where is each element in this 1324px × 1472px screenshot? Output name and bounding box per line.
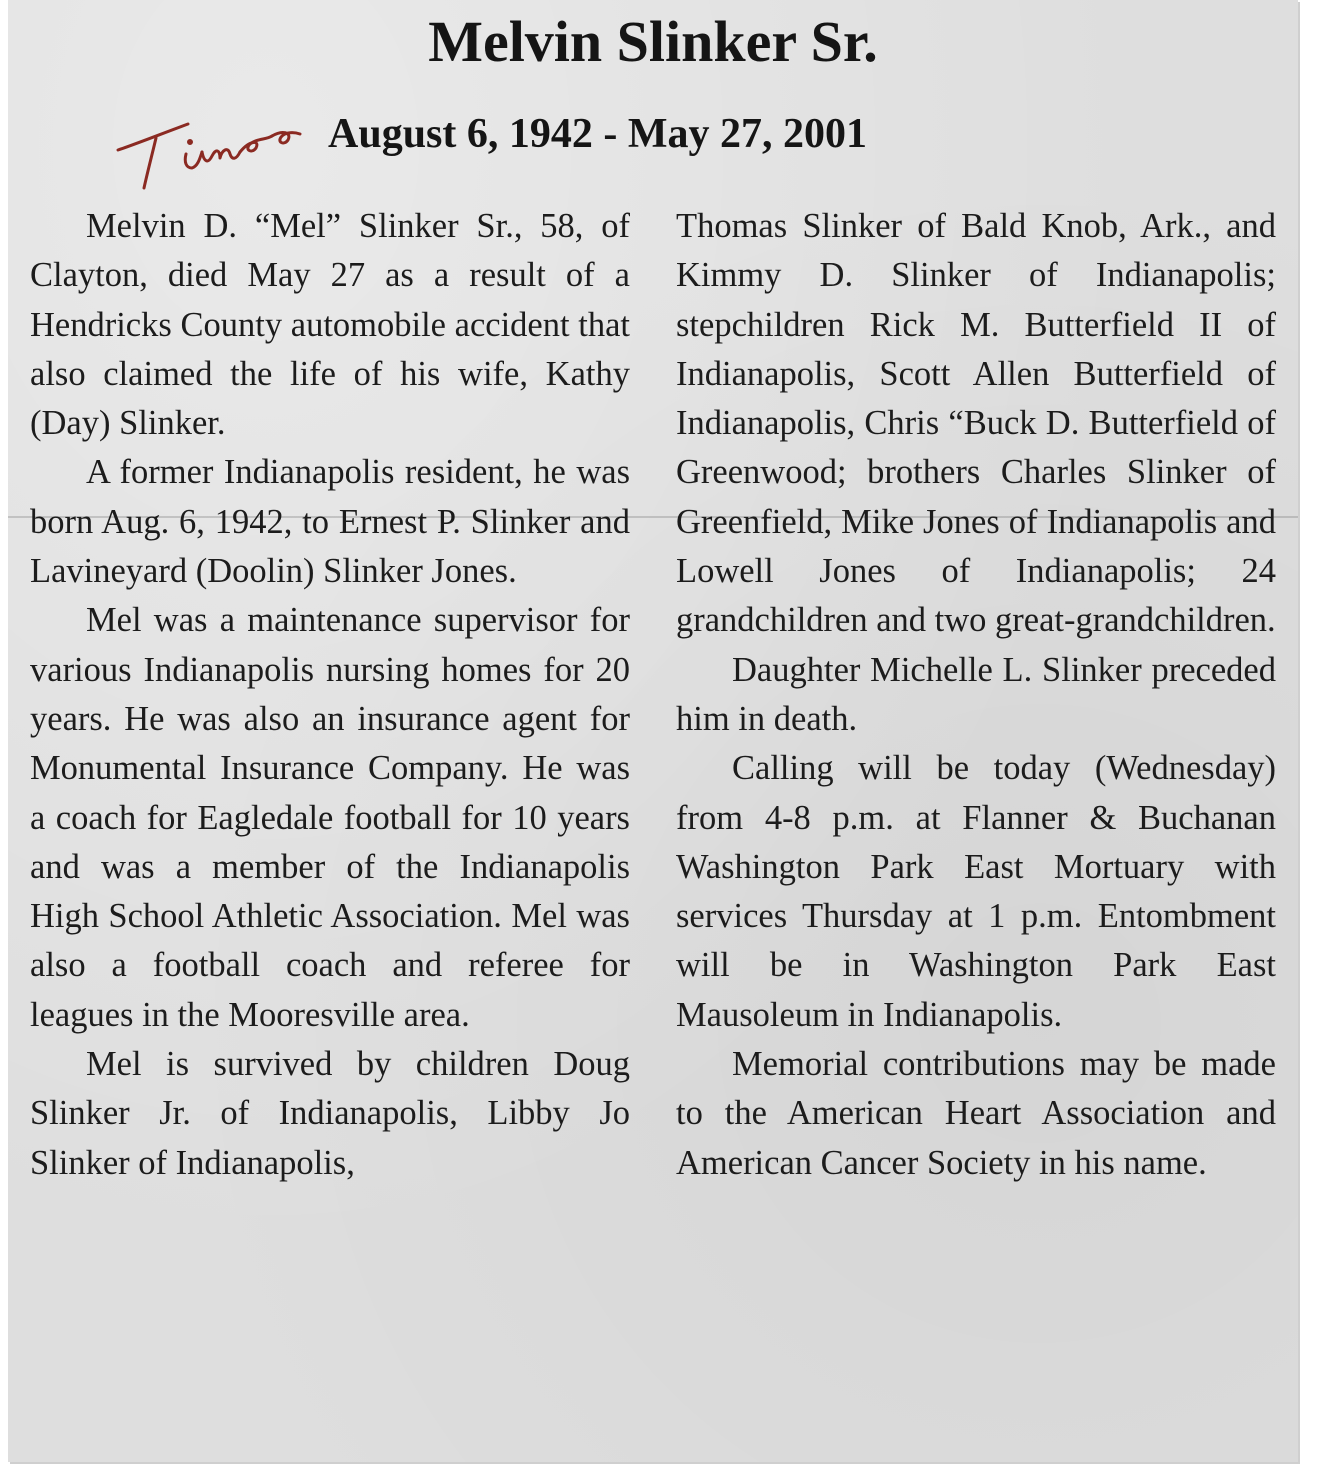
obituary-headline: Melvin Slinker Sr. [428,9,878,74]
paragraph-death-notice: Melvin D. “Mel” Slinker Sr., 58, of Clayton, died May 27 as a result of a Hendricks County automobile accident that also claimed the life of his wife, Kathy (Day) Slinker. [30,207,630,443]
paragraph-birth: A former Indianapolis resident, he was born Aug. 6, 1942, to Ernest P. Slinker and Lavineyard (Doolin) Slinker Jones. [30,453,630,591]
paragraph-services: Calling will be today (Wednesday) from 4-8 p.m. at Flanner & Buchanan Washington Park East Mortuary with services Thursday at 1 p.m. Entombment will be in Washington Park East Mausoleum in Indianapolis. [676,749,1276,1034]
paragraph-survivors-continued: Thomas Slinker of Bald Knob, Ark., and Kimmy D. Slinker of Indianapolis; stepchildren Rick M. Butterfield II of Indianapolis, Scott Allen Butterfield of Indianapolis, Chris “Buck D. Butterfield of Greenwood; brothers Charles Slinker of Greenfield, Mike Jones of Indianapolis and Lowell Jones of Indianapolis; 24 grandchildren and two great-grandchildren. [676,207,1276,640]
obituary-dates: August 6, 1942 - May 27, 2001 [328,111,868,157]
newspaper-clipping [8,0,1298,1462]
right-column [676,202,1276,1188]
paragraph-memorials: Memorial contributions may be made to the American Heart Association and American Cancer Society in his name. [676,1045,1276,1182]
paragraph-career: Mel was a maintenance supervisor for various Indianapolis nursing homes for 20 years. He was also an insurance agent for Monumental Insurance Company. He was a coach for Eagledale football for 10 years and was a member of the Indianapolis High School Athletic Association. Mel was also a football coach and referee for leagues in the Mooresville area. [30,601,630,1034]
paragraph-survivors-start: Mel is survived by children Doug Slinker Jr. of Indianapolis, Libby Jo Slinker of Indianapolis, [30,1045,630,1182]
handwritten-signature-icon [116,110,306,200]
left-column [30,202,630,1188]
paragraph-preceded: Daughter Michelle L. Slinker preceded him in death. [676,650,1276,738]
handwritten-note [116,110,306,200]
